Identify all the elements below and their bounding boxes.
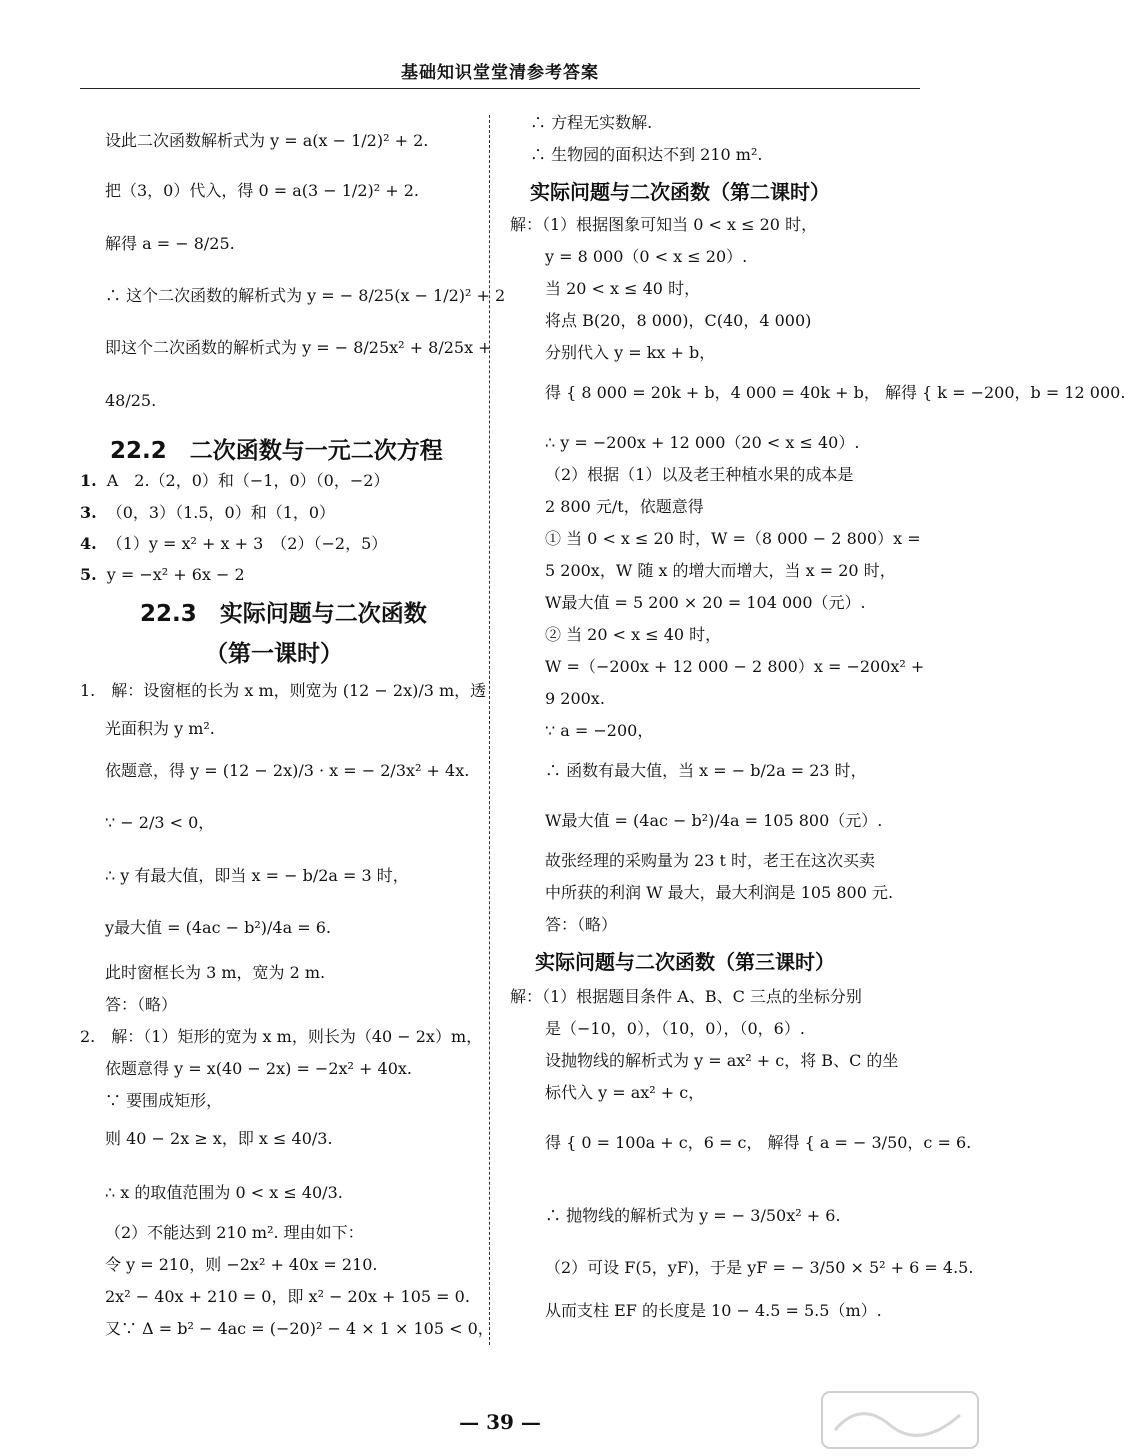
section-title-lesson-2: 实际问题与二次函数（第二课时）: [530, 180, 830, 204]
solution-line: 答：（略）: [545, 915, 618, 934]
page-number: — 39 —: [459, 1410, 541, 1434]
solution-line: W最大值 = (4ac − b²)/4a = 105 800（元）.: [545, 811, 883, 830]
section-title-22-3: 22.3 实际问题与二次函数: [140, 601, 427, 627]
solution-line: 中所获的利润 W 最大，最大利润是 105 800 元.: [545, 883, 894, 902]
section-title-lesson-3: 实际问题与二次函数（第三课时）: [535, 950, 835, 974]
solution-line: 光面积为 y m².: [105, 719, 215, 738]
item-number: 1.: [80, 471, 97, 490]
solution-line: 又∵ Δ = b² − 4ac = (−20)² − 4 × 1 × 105 < 0，: [105, 1319, 494, 1338]
solution-line: 则 40 − 2x ≥ x，即 x ≤ 40/3.: [105, 1129, 333, 1148]
solution-line: ∴ x 的取值范围为 0 < x ≤ 40/3.: [105, 1183, 343, 1202]
left-line: ∴ 这个二次函数的解析式为 y = − 8/25(x − 1/2)² + 2: [105, 286, 506, 305]
solution-line: 5 200x，W 随 x 的增大而增大，当 x = 20 时，: [545, 561, 896, 580]
left-line: 解得 a = − 8/25.: [105, 234, 235, 253]
solution-line: ∵ − 2/3 < 0，: [105, 813, 215, 832]
solution-line: 将点 B(20，8 000)，C(40，4 000): [545, 311, 812, 330]
solution-line: 当 20 < x ≤ 40 时，: [545, 279, 701, 298]
header-rule: [80, 88, 920, 89]
solution-line: （2）根据（1）以及老王种植水果的成本是: [545, 465, 854, 484]
solution-line: 2 800 元/t，依题意得: [545, 497, 704, 516]
solution-line: （2）不能达到 210 m². 理由如下：: [105, 1223, 364, 1242]
solution-line: ∴ y = −200x + 12 000（20 < x ≤ 40）.: [545, 433, 860, 452]
solution-line: 1. 解：设窗框的长为 x m，则宽为 (12 − 2x)/3 m，透: [80, 681, 487, 700]
solution-line: 2. 解：（1）矩形的宽为 x m，则长为（40 − 2x）m，: [80, 1027, 483, 1046]
left-line: 48/25.: [105, 391, 157, 410]
section-subtitle-22-3: （第一课时）: [205, 641, 343, 667]
solution-line: y最大值 = (4ac − b²)/4a = 6.: [105, 918, 331, 937]
solution-line: 解：（1）根据图象可知当 0 < x ≤ 20 时，: [510, 215, 818, 234]
solution-line: 得 { 8 000 = 20k + b，4 000 = 40k + b， 解得 { k = −200，b = 12 000.: [545, 383, 1125, 402]
left-line: 把（3，0）代入，得 0 = a(3 − 1/2)² + 2.: [105, 181, 419, 200]
solution-line: 依题意，得 y = (12 − 2x)/3 · x = − 2/3x² + 4x.: [105, 761, 470, 780]
item-text: （0，3）（1.5，0）和（1，0）: [106, 503, 336, 522]
solution-line: ① 当 0 < x ≤ 20 时，W =（8 000 − 2 800）x =: [545, 529, 921, 548]
item-number: 5.: [80, 565, 97, 584]
solution-line: 故张经理的采购量为 23 t 时，老王在这次买卖: [545, 851, 876, 870]
solution-line: ② 当 20 < x ≤ 40 时，: [545, 625, 722, 644]
solution-line: 答：（略）: [105, 995, 178, 1014]
solution-line: 得 { 0 = 100a + c，6 = c， 解得 { a = − 3/50，c = 6.: [545, 1133, 972, 1152]
solution-line: 9 200x.: [545, 689, 605, 708]
solution-line: ∴ 抛物线的解析式为 y = − 3/50x² + 6.: [545, 1206, 841, 1225]
item-text: A 2.（2，0）和（−1，0）（0，−2）: [106, 471, 390, 490]
left-line: 即这个二次函数的解析式为 y = − 8/25x² + 8/25x +: [105, 338, 492, 357]
watermark-logo: [820, 1390, 980, 1450]
solution-line: ∴ y 有最大值，即当 x = − b/2a = 3 时，: [105, 866, 409, 885]
item-number: 3.: [80, 503, 97, 522]
right-line: ∴ 生物园的面积达不到 210 m².: [530, 145, 763, 164]
item-text: （1）y = x² + x + 3 （2）（−2，5）: [106, 534, 388, 553]
solution-line: 分别代入 y = kx + b，: [545, 343, 716, 362]
right-line: ∴ 方程无实数解.: [530, 113, 653, 132]
solution-line: 此时窗框长为 3 m，宽为 2 m.: [105, 963, 326, 982]
item-number: 4.: [80, 534, 97, 553]
solution-line: W最大值 = 5 200 × 20 = 104 000（元）.: [545, 593, 866, 612]
solution-line: （2）可设 F(5，yF)，于是 yF = − 3/50 × 5² + 6 = 4.5.: [545, 1258, 974, 1277]
solution-line: 依题意得 y = x(40 − 2x) = −2x² + 40x.: [105, 1059, 413, 1078]
solution-line: 令 y = 210，则 −2x² + 40x = 210.: [105, 1255, 378, 1274]
solution-line: 2x² − 40x + 210 = 0，即 x² − 20x + 105 = 0.: [105, 1287, 470, 1306]
solution-line: 是（−10，0），（10，0），（0，6）.: [545, 1019, 805, 1038]
solution-line: ∵ a = −200，: [545, 721, 654, 740]
section-title-22-2: 22.2 二次函数与一元二次方程: [110, 438, 443, 464]
solution-line: 解：（1）根据题目条件 A、B、C 三点的坐标分别: [510, 987, 862, 1006]
solution-line: 标代入 y = ax² + c，: [545, 1083, 705, 1102]
solution-line: 从而支柱 EF 的长度是 10 − 4.5 = 5.5（m）.: [545, 1301, 882, 1320]
page-header: 基础知识堂堂清参考答案: [401, 63, 599, 83]
solution-line: y = 8 000（0 < x ≤ 20）.: [545, 247, 748, 266]
solution-line: ∴ 函数有最大值，当 x = − b/2a = 23 时，: [545, 761, 867, 780]
solution-line: W =（−200x + 12 000 − 2 800）x = −200x² +: [545, 657, 925, 676]
item-text: y = −x² + 6x − 2: [106, 565, 245, 584]
left-line: 设此二次函数解析式为 y = a(x − 1/2)² + 2.: [105, 131, 429, 150]
solution-line: ∵ 要围成矩形，: [105, 1091, 223, 1110]
solution-line: 设抛物线的解析式为 y = ax² + c，将 B、C 的坐: [545, 1051, 899, 1070]
